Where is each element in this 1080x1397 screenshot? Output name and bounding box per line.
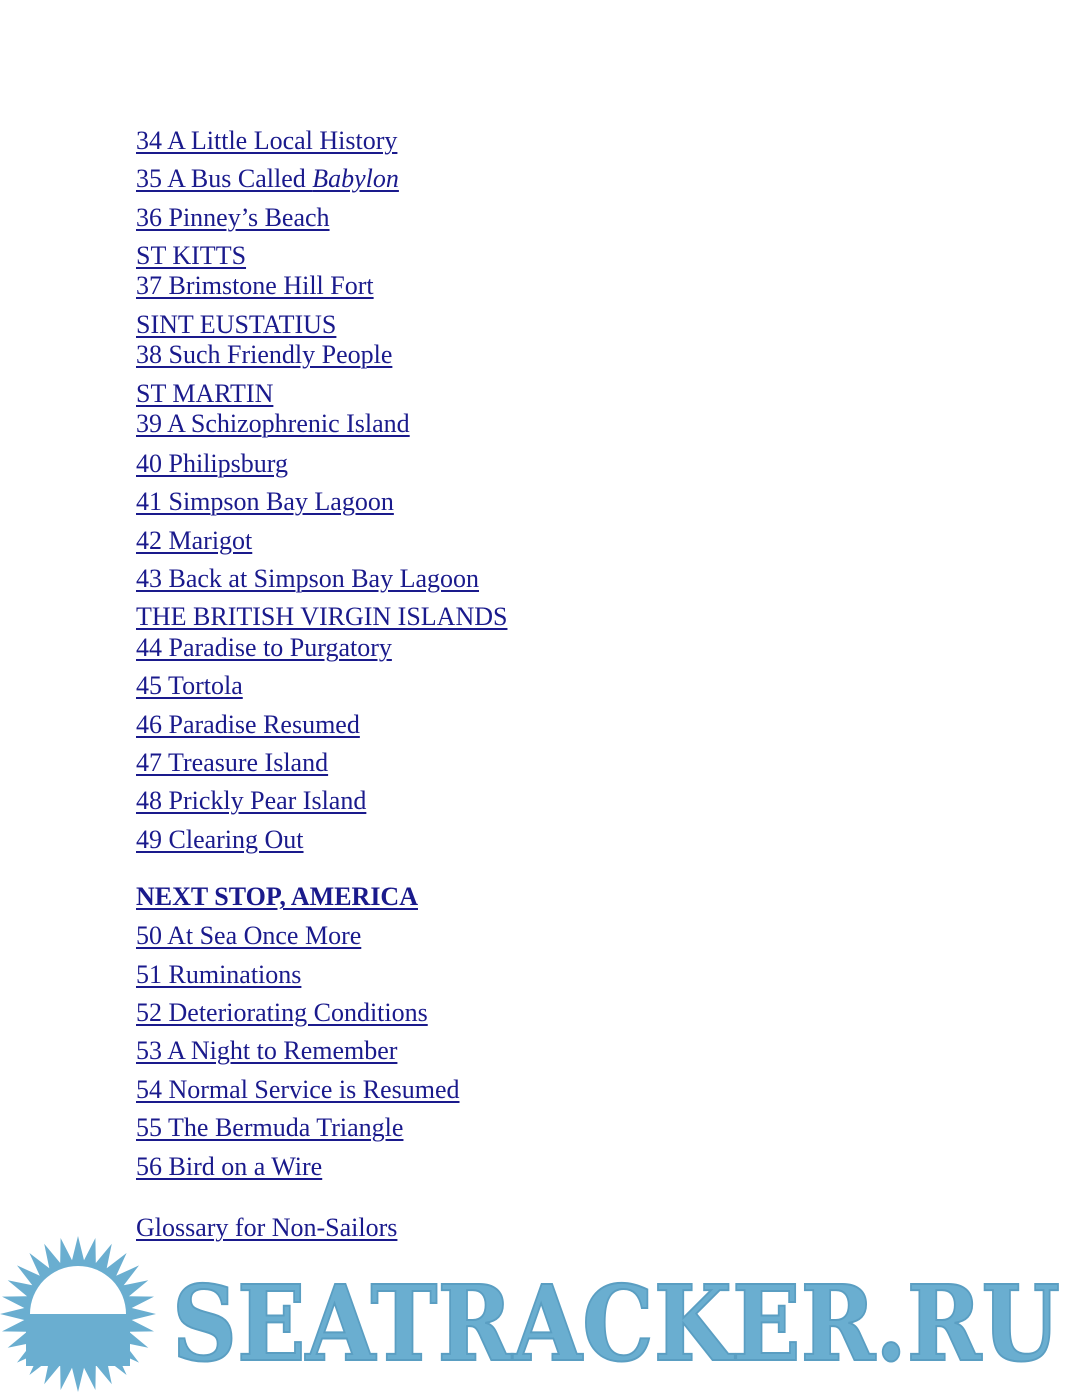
toc-link-42[interactable]: 42 Marigot [136,526,253,555]
toc-link-49[interactable]: 49 Clearing Out [136,825,304,854]
toc-link-35-text: 35 A Bus Called [136,164,313,193]
toc-part-next-stop-america[interactable]: NEXT STOP, AMERICA [136,882,418,911]
watermark-text: SEATRACKER.RU [172,1262,1060,1385]
toc-link-34[interactable]: 34 A Little Local History [136,126,398,155]
toc-link-43[interactable]: 43 Back at Simpson Bay Lagoon [136,564,480,593]
toc-link-37[interactable]: 37 Brimstone Hill Fort [136,271,374,300]
toc-link-35[interactable] [136,164,399,194]
sun-burst-icon [0,1236,156,1392]
toc-link-41[interactable]: 41 Simpson Bay Lagoon [136,487,394,516]
toc-link-48[interactable]: 48 Prickly Pear Island [136,786,367,815]
watermark-logo [0,1236,1080,1397]
toc-link-glossary[interactable]: Glossary for Non-Sailors [136,1213,398,1242]
toc-link-39[interactable]: 39 A Schizophrenic Island [136,409,410,438]
toc-link-56[interactable]: 56 Bird on a Wire [136,1152,323,1181]
toc-link-36[interactable]: 36 Pinney’s Beach [136,203,330,232]
toc-link-44[interactable]: 44 Paradise to Purgatory [136,633,392,662]
toc-section-st-martin[interactable]: ST MARTIN [136,379,274,408]
toc-link-51[interactable]: 51 Ruminations [136,960,302,989]
toc-link-53[interactable]: 53 A Night to Remember [136,1036,398,1065]
toc-section-st-kitts[interactable]: ST KITTS [136,241,247,270]
toc-link-50[interactable]: 50 At Sea Once More [136,921,362,950]
toc-link-40[interactable]: 40 Philipsburg [136,449,288,478]
toc-link-45[interactable]: 45 Tortola [136,671,243,700]
toc-link-55[interactable]: 55 The Bermuda Triangle [136,1113,404,1142]
toc-link-38[interactable]: 38 Such Friendly People [136,340,393,369]
toc-link-52[interactable]: 52 Deteriorating Conditions [136,998,428,1027]
toc-link-54[interactable]: 54 Normal Service is Resumed [136,1075,460,1104]
toc-link-46[interactable]: 46 Paradise Resumed [136,710,360,739]
toc-link-47[interactable]: 47 Treasure Island [136,748,329,777]
toc-section-sint-eustatius[interactable]: SINT EUSTATIUS [136,310,337,339]
toc-link-35-italic: Babylon [312,164,399,193]
toc-section-bvi[interactable]: THE BRITISH VIRGIN ISLANDS [136,602,508,631]
